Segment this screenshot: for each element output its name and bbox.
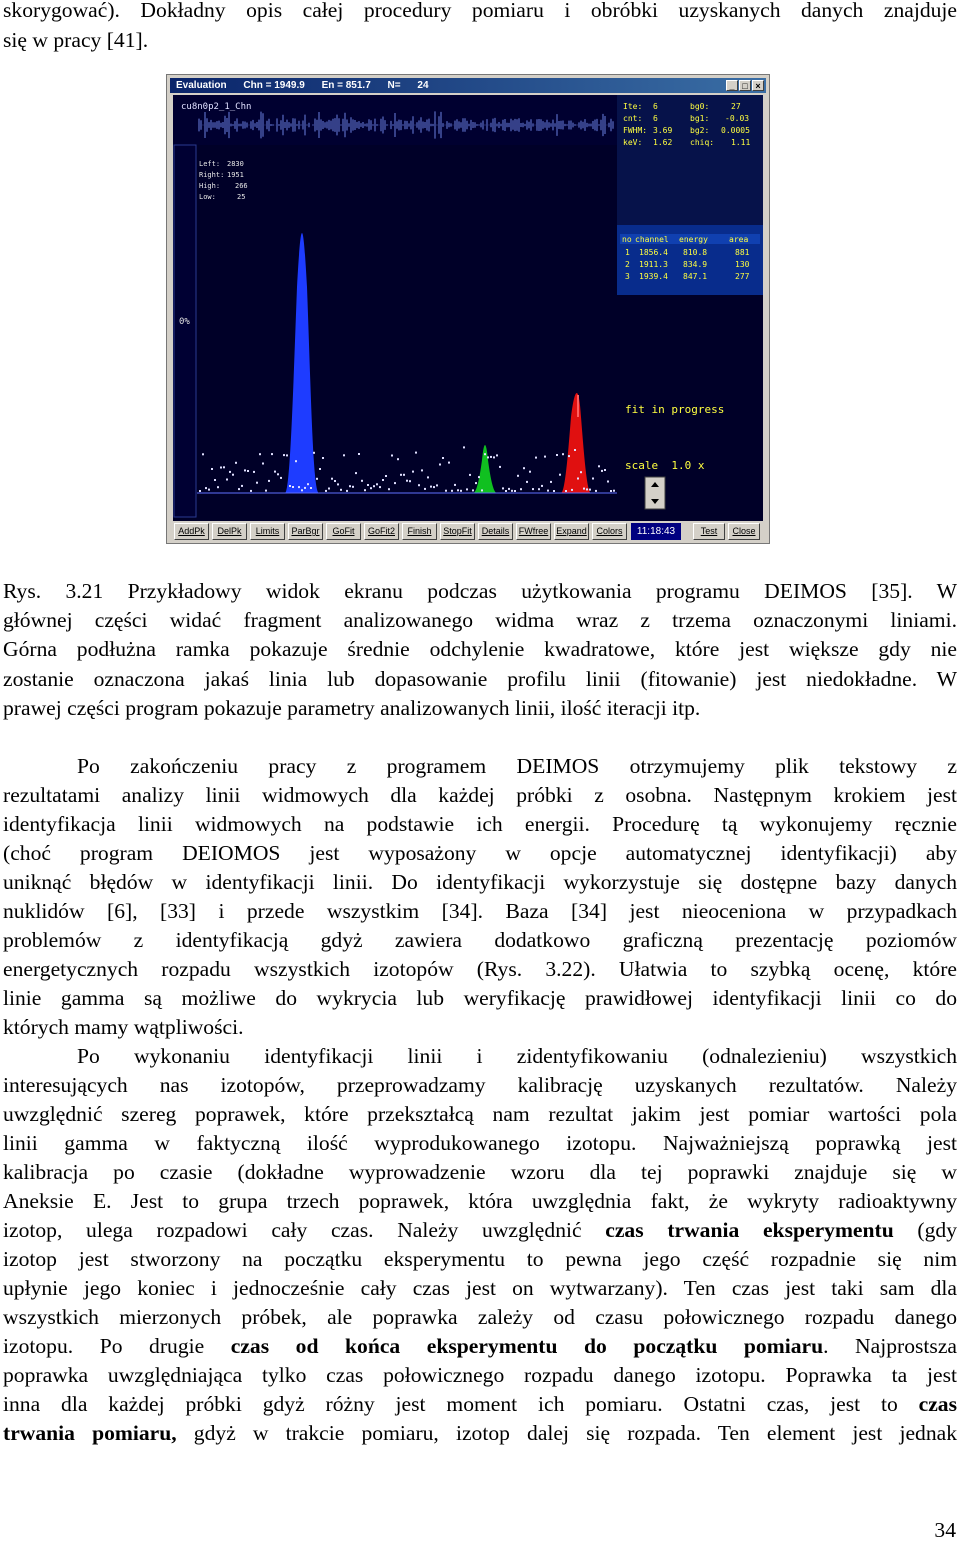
peak-row-2-energy: 834.9 bbox=[683, 260, 708, 269]
data-point bbox=[199, 490, 201, 492]
data-point bbox=[301, 489, 303, 491]
limit-high-value: 266 bbox=[235, 182, 248, 190]
data-point bbox=[508, 488, 510, 490]
param-chiq-value: 1.11 bbox=[731, 138, 751, 147]
caption-line: prawej części program pokazuje parametry analizowanych linii, ilość iteracji itp. bbox=[3, 696, 701, 720]
data-point bbox=[238, 488, 240, 490]
data-point bbox=[364, 489, 366, 491]
data-point bbox=[334, 480, 336, 482]
body-line: rezultatami analizy linii widmowych dla każdej próbki z osobna. Następnym krokiem jest bbox=[3, 783, 957, 807]
data-point bbox=[550, 481, 552, 483]
peak-row-2-no: 2 bbox=[625, 260, 630, 269]
caption-line: Górna podłużna ramka pokazuje średnie odchylenie kwadratowe, które jest większe gdy nie bbox=[3, 637, 957, 661]
text-line: się w pracy [41]. bbox=[3, 28, 149, 52]
body-line: których mamy wątpliwości. bbox=[3, 1015, 244, 1039]
data-point bbox=[430, 486, 432, 488]
data-point bbox=[589, 489, 591, 491]
data-point bbox=[283, 454, 285, 456]
data-point bbox=[520, 488, 522, 490]
caption-line: Rys. 3.21 Przykładowy widok ekranu podczas użytkowania programu DEIMOS [35]. W bbox=[3, 579, 957, 603]
bold-term: czas trwania eksperymentu bbox=[605, 1218, 894, 1242]
data-point bbox=[505, 490, 507, 492]
expand-button[interactable]: Expand bbox=[554, 523, 589, 540]
limit-right-label: Right: bbox=[199, 171, 225, 179]
data-point bbox=[358, 453, 360, 455]
data-point bbox=[400, 474, 402, 476]
data-point bbox=[355, 472, 357, 474]
data-point bbox=[274, 471, 276, 473]
body-line bbox=[3, 1390, 957, 1419]
data-point bbox=[601, 470, 603, 472]
limit-left-label: Left: bbox=[199, 160, 221, 168]
data-point bbox=[490, 456, 492, 458]
param-bg1-label: bg1: bbox=[690, 114, 710, 123]
data-point bbox=[421, 469, 423, 471]
data-point bbox=[280, 477, 282, 479]
data-point bbox=[415, 452, 417, 454]
percent-label: 0% bbox=[179, 317, 190, 327]
data-point bbox=[526, 481, 528, 483]
param-cnt-label: cnt: bbox=[623, 114, 643, 123]
data-point bbox=[544, 456, 546, 458]
toolbar bbox=[173, 521, 763, 541]
peak-col-channel: channel bbox=[635, 235, 669, 244]
data-point bbox=[229, 471, 231, 473]
data-point bbox=[349, 485, 351, 487]
stopfit-button[interactable]: StopFit bbox=[440, 523, 475, 540]
data-point bbox=[211, 468, 213, 470]
data-point bbox=[244, 469, 246, 471]
caption-line: głównej części widać fragment analizowanego widma wraz z trzema oznaczonymi liniami. bbox=[3, 608, 957, 632]
parbgr-button[interactable]: ParBgr bbox=[288, 523, 323, 540]
limit-high-label: High: bbox=[199, 182, 221, 190]
param-ite-label: Ite: bbox=[623, 102, 643, 111]
data-point bbox=[556, 454, 558, 456]
limits-button[interactable]: Limits bbox=[250, 523, 285, 540]
colors-button[interactable]: Colors bbox=[592, 523, 627, 540]
param-ite-value: 6 bbox=[653, 102, 658, 111]
param-bg0-label: bg0: bbox=[690, 102, 710, 111]
data-point bbox=[250, 490, 252, 492]
peak-col-area: area bbox=[729, 235, 749, 244]
data-point bbox=[307, 483, 309, 485]
page-number: 34 bbox=[934, 1518, 956, 1542]
data-point bbox=[496, 454, 498, 456]
data-point bbox=[559, 474, 561, 476]
data-point bbox=[217, 486, 219, 488]
data-point bbox=[424, 488, 426, 490]
data-point bbox=[574, 449, 576, 451]
scale-label: scale 1.0 x bbox=[625, 459, 705, 472]
data-point bbox=[487, 456, 489, 458]
param-chiq-label: chiq: bbox=[690, 138, 715, 147]
body-line bbox=[3, 1419, 957, 1448]
data-point bbox=[481, 489, 483, 491]
data-point bbox=[214, 479, 216, 481]
data-point bbox=[232, 474, 234, 476]
delpk-button[interactable]: DelPk bbox=[212, 523, 247, 540]
text-run: gdyż w trakcie pomiaru, izotop dalej się rozpada. Ten element jest jednak bbox=[176, 1421, 957, 1445]
data-point bbox=[322, 457, 324, 459]
data-point bbox=[451, 490, 453, 492]
body-line: interesujących nas izotopów, przeprowadzamy kalibrację uzyskanych rezultatów. Należy bbox=[3, 1073, 957, 1097]
data-point bbox=[457, 489, 459, 491]
data-point bbox=[247, 470, 249, 472]
data-point bbox=[523, 467, 525, 469]
text-run: . Najprostsza bbox=[823, 1334, 957, 1358]
finish-button[interactable]: Finish bbox=[402, 523, 437, 540]
peak-row-1-no: 1 bbox=[625, 248, 630, 257]
data-point bbox=[583, 488, 585, 490]
body-line bbox=[3, 1332, 957, 1361]
body-line: problemów z identyfikacją gdyż zawiera dodatkowo graficzną prezentację poziomów bbox=[3, 928, 957, 952]
data-point bbox=[406, 480, 408, 482]
data-point bbox=[223, 466, 225, 468]
data-point bbox=[511, 490, 513, 492]
body-line: Po wykonaniu identyfikacji linii i zidentyfikowaniu (odnalezieniu) wszystkich bbox=[77, 1044, 957, 1068]
param-kev-value: 1.62 bbox=[653, 138, 673, 147]
data-point bbox=[241, 485, 243, 487]
data-point bbox=[433, 486, 435, 488]
data-point bbox=[553, 490, 555, 492]
data-point bbox=[382, 479, 384, 481]
param-bg2-value: 0.0005 bbox=[721, 126, 750, 135]
data-point bbox=[454, 484, 456, 486]
data-point bbox=[607, 481, 609, 483]
data-point bbox=[598, 465, 600, 467]
text-run: (gdy bbox=[893, 1218, 957, 1242]
data-point bbox=[286, 454, 288, 456]
data-point bbox=[361, 480, 363, 482]
data-point bbox=[427, 476, 429, 478]
data-point bbox=[205, 487, 207, 489]
data-point bbox=[277, 473, 279, 475]
data-point bbox=[235, 462, 237, 464]
peak-row-3-energy: 847.1 bbox=[683, 272, 708, 281]
file-label: cu8n0p2_1_Chn bbox=[181, 102, 252, 112]
gofit2-button[interactable]: GoFit2 bbox=[364, 523, 399, 540]
data-point bbox=[304, 487, 306, 489]
body-line: linii gamma w faktyczną ilość wyprodukowanego izotopu. Najważniejszą poprawką jest bbox=[3, 1131, 957, 1155]
body-line: (choć program DEIOMOS jest wyposażony w opcje automatycznej identyfikacji) aby bbox=[3, 841, 957, 865]
data-point bbox=[448, 462, 450, 464]
data-point bbox=[292, 486, 294, 488]
data-point bbox=[595, 490, 597, 492]
test-button[interactable]: Test bbox=[693, 523, 725, 540]
data-point bbox=[475, 482, 477, 484]
close-button[interactable]: Close bbox=[728, 523, 760, 540]
peak-row-1-energy: 810.8 bbox=[683, 248, 708, 257]
data-point bbox=[289, 485, 291, 487]
data-point bbox=[271, 453, 273, 455]
body-line: upłynie jego koniec i jednocześnie cały czas jest on wytwarzany). Ten czas jest taki sam dla bbox=[3, 1276, 957, 1300]
data-point bbox=[208, 489, 210, 491]
peak-row-3-channel: 1939.4 bbox=[639, 272, 668, 281]
scale-spinner[interactable] bbox=[645, 477, 665, 509]
data-point bbox=[346, 490, 348, 492]
data-point bbox=[331, 478, 333, 480]
peak-col-energy: energy bbox=[679, 235, 708, 244]
data-point bbox=[445, 490, 447, 492]
data-point bbox=[385, 475, 387, 477]
data-point bbox=[610, 490, 612, 492]
data-point bbox=[265, 490, 267, 492]
data-point bbox=[472, 489, 474, 491]
data-point bbox=[493, 456, 495, 458]
maximize-icon[interactable]: □ bbox=[739, 80, 751, 91]
data-point bbox=[343, 454, 345, 456]
gofit-button[interactable]: GoFit bbox=[326, 523, 361, 540]
param-fwhm-label: FWHM: bbox=[623, 126, 648, 135]
data-point bbox=[532, 488, 534, 490]
peak-row-3-area: 277 bbox=[735, 272, 750, 281]
data-point bbox=[388, 488, 390, 490]
data-point bbox=[370, 487, 372, 489]
channel-readout: Chn = 1949.9 bbox=[243, 80, 305, 91]
param-fwhm-value: 3.69 bbox=[653, 126, 673, 135]
body-line: energetycznych rozpadu wszystkich izotopów (Rys. 3.22). Ułatwia to szybką ocenę, które bbox=[3, 957, 957, 981]
data-point bbox=[469, 474, 471, 476]
data-point bbox=[463, 446, 465, 448]
body-line: uwzględnić szereg poprawek, które przekształcą nam rezultat jakim jest pomiar wartości pola bbox=[3, 1102, 957, 1126]
data-point bbox=[577, 478, 579, 480]
data-point bbox=[466, 488, 468, 490]
peak-row-1-area: 881 bbox=[735, 248, 750, 257]
addpk-button[interactable]: AddPk bbox=[174, 523, 209, 540]
data-point bbox=[580, 471, 582, 473]
body-line: nuklidów [6], [33] i przede wszystkim [34]. Baza [34] jest nieoceniona w przypadkach bbox=[3, 899, 957, 923]
body-line: uniknąć błędów w identyfikacji linii. Do identyfikacji wykorzystuje się dostępne bazy danych bbox=[3, 870, 957, 894]
limit-low-label: Low: bbox=[199, 193, 216, 201]
data-point bbox=[391, 455, 393, 457]
peak-row-3-no: 3 bbox=[625, 272, 630, 281]
param-cnt-value: 6 bbox=[653, 114, 658, 123]
data-point bbox=[517, 475, 519, 477]
limit-right-value: 1951 bbox=[227, 171, 244, 179]
peak-row-1-channel: 1856.4 bbox=[639, 248, 668, 257]
data-point bbox=[565, 490, 567, 492]
bold-term: czas od końca eksperymentu do początku pomiaru bbox=[230, 1334, 824, 1358]
body-line: kalibracja po czasie (dokładne wyprowadzenie wzoru dla tej poprawki znajduje się w bbox=[3, 1160, 957, 1184]
data-point bbox=[268, 480, 270, 482]
data-point bbox=[409, 480, 411, 482]
param-bg2-label: bg2: bbox=[690, 126, 710, 135]
data-point bbox=[613, 490, 615, 492]
data-point bbox=[529, 471, 531, 473]
data-point bbox=[328, 488, 330, 490]
text-run: izotop, ulega rozpadowi cały czas. Należy uwzględnić bbox=[3, 1218, 606, 1242]
data-point bbox=[502, 487, 504, 489]
data-point bbox=[253, 471, 255, 473]
data-point bbox=[337, 483, 339, 485]
energy-readout: En = 851.7 bbox=[321, 80, 371, 91]
limit-left-value: 2830 bbox=[227, 160, 244, 168]
data-point bbox=[541, 485, 543, 487]
data-point bbox=[376, 483, 378, 485]
peak-col-no: no bbox=[622, 235, 632, 244]
data-point bbox=[604, 469, 606, 471]
data-point bbox=[373, 485, 375, 487]
minimize-icon[interactable]: _ bbox=[726, 80, 738, 91]
data-point bbox=[442, 457, 444, 459]
data-point bbox=[352, 486, 354, 488]
peak-row-2-channel: 1911.3 bbox=[639, 260, 668, 269]
data-point bbox=[220, 467, 222, 469]
data-point bbox=[562, 453, 564, 455]
data-point bbox=[460, 490, 462, 492]
close-icon[interactable]: × bbox=[752, 80, 764, 91]
data-point bbox=[571, 489, 573, 491]
data-point bbox=[418, 484, 420, 486]
data-point bbox=[313, 452, 315, 454]
body-line: linie gamma są możliwe do wykrycia lub weryfikację prawidłowej identyfikacji linii co do bbox=[3, 986, 957, 1010]
data-point bbox=[310, 487, 312, 489]
data-point bbox=[295, 460, 297, 462]
details-button[interactable]: Details bbox=[478, 523, 513, 540]
text-run: inna dla każdej próbki gdyż różny jest moment ich pomiaru. Ostatni czas, jest to bbox=[3, 1392, 919, 1416]
body-line: poprawka uwzględniająca tylko czas połowicznego rozpadu danego izotopu. Poprawka ta jest bbox=[3, 1363, 957, 1387]
data-point bbox=[256, 482, 258, 484]
window-titlebar bbox=[170, 78, 766, 93]
data-point bbox=[568, 455, 570, 457]
data-point bbox=[259, 453, 261, 455]
data-point bbox=[319, 468, 321, 470]
data-point bbox=[439, 464, 441, 466]
data-point bbox=[226, 479, 228, 481]
data-point bbox=[499, 466, 501, 468]
data-point bbox=[403, 474, 405, 476]
data-point bbox=[202, 453, 204, 455]
clock: 11:18:43 bbox=[631, 523, 681, 540]
data-point bbox=[412, 471, 414, 473]
data-point bbox=[298, 486, 300, 488]
data-point bbox=[397, 458, 399, 460]
peak-row-2-area: 130 bbox=[735, 260, 750, 269]
data-point bbox=[340, 489, 342, 491]
n-label: N= bbox=[387, 80, 401, 91]
param-bg0-value: 27 bbox=[731, 102, 741, 111]
fit-status: fit in progress bbox=[625, 403, 725, 416]
body-line: Po zakończeniu pracy z programem DEIMOS otrzymujemy plik tekstowy z bbox=[77, 754, 957, 778]
data-point bbox=[379, 486, 381, 488]
limit-low-value: 25 bbox=[237, 193, 246, 201]
data-point bbox=[478, 476, 480, 478]
bold-term: trwania pomiaru, bbox=[3, 1421, 177, 1445]
data-point bbox=[325, 490, 327, 492]
body-line: wszystkich mierzonych próbek, ale poprawka zależy od czasu połowicznego rozpadu danego bbox=[3, 1305, 957, 1329]
spectrum-plot[interactable] bbox=[173, 95, 763, 521]
text-line: skorygować). Dokładny opis całej procedury pomiaru i obróbki uzyskanych danych znajduje bbox=[3, 0, 957, 22]
text-run: izotopu. Po drugie bbox=[3, 1334, 231, 1358]
data-point bbox=[436, 484, 438, 486]
data-point bbox=[592, 478, 594, 480]
fwfree-button[interactable]: FWfree bbox=[516, 523, 551, 540]
data-point bbox=[262, 463, 264, 465]
data-point bbox=[394, 482, 396, 484]
body-line: Aneksie E. Jest to grupa trzech poprawek, która uwzględnia fakt, że wykryty radioaktywny bbox=[3, 1189, 957, 1213]
param-bg1-value: -0.03 bbox=[725, 114, 750, 123]
caption-line: zostanie oznaczona jakaś linia lub dopasowanie profilu linii (fitowanie) jest niedokładne. W bbox=[3, 667, 957, 691]
body-line: izotop jest stworzony na początku eksperymentu to pewna jego część rozpadnie się nim bbox=[3, 1247, 957, 1271]
data-point bbox=[484, 453, 486, 455]
data-point bbox=[367, 484, 369, 486]
body-line: identyfikacja linii widmowych na podstawie ich energii. Procedurę tą wykonujemy ręcznie bbox=[3, 812, 957, 836]
data-point bbox=[535, 457, 537, 459]
param-kev-label: keV: bbox=[623, 138, 643, 147]
data-point bbox=[514, 490, 516, 492]
data-point bbox=[547, 490, 549, 492]
bold-term: czas bbox=[918, 1392, 957, 1416]
data-point bbox=[316, 478, 318, 480]
data-point bbox=[586, 488, 588, 490]
data-point bbox=[538, 488, 540, 490]
deimos-screenshot bbox=[166, 74, 770, 544]
window-title: Evaluation bbox=[176, 80, 227, 91]
body-line bbox=[3, 1216, 957, 1245]
n-value: 24 bbox=[417, 80, 429, 91]
